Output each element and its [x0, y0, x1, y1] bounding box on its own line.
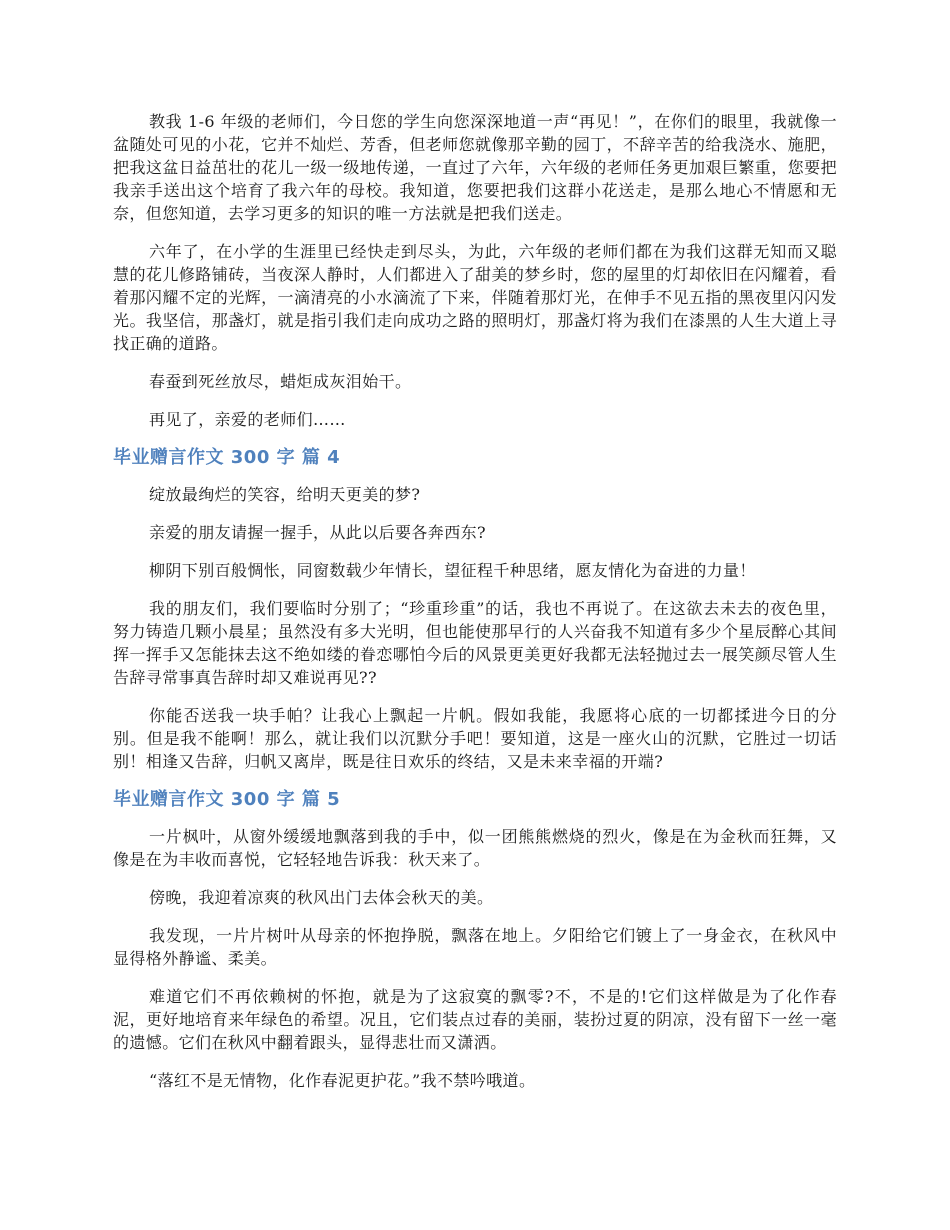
paragraph: 我发现，一片片树叶从母亲的怀抱挣脱，飘落在地上。夕阳给它们镀上了一身金衣，在秋风中显得格外静谧、柔美。: [113, 926, 837, 968]
section-heading: 毕业赠言作文 300 字 篇 5: [113, 789, 341, 810]
paragraph: 教我 1-6 年级的老师们，今日您的学生向您深深地道一声“再见！”，在你们的眼里，我就像一盆随处可见的小花，它并不灿烂、芳香，但老师您就像那辛勤的园丁，不辞辛苦的给我浇水、施肥，把我这盆日益茁壮的花儿一级一级地传递，一直过了六年，六年级的老师任务更加艰巨繁重，您要把我亲手送出这个培育了我六年的母校。我知道，您要把我们这群小花送走，是那么地心不情愿和无奈，但您知道，去学习更多的知识的唯一方法就是把我们送走。: [113, 112, 837, 223]
paragraph: 春蚕到死丝放尽，蜡炬成灰泪始干。: [149, 372, 412, 391]
paragraph: 亲爱的朋友请握一握手，从此以后要各奔西东?: [149, 523, 486, 542]
paragraph: 我的朋友们，我们要临时分别了；“珍重珍重”的话，我也不再说了。在这欲去未去的夜色里，努力铸造几颗小晨星；虽然没有多大光明，但也能使那早行的人兴奋我不知道有多少个星辰醉心其间挥一挥手又怎能抹去这不绝如缕的眷恋哪怕今后的风景更美更好我都无法轻抛过去一展笑颜尽管人生告辞寻常事真告辞时却又难说再见??: [113, 599, 837, 687]
paragraph: 六年了，在小学的生涯里已经快走到尽头，为此，六年级的老师们都在为我们这群无知而又聪慧的花儿修路铺砖，当夜深人静时，人们都进入了甜美的梦乡时，您的屋里的灯却依旧在闪耀着，看着那闪耀不定的光辉，一滴清亮的小水滴流了下来，伴随着那灯光，在伸手不见五指的黑夜里闪闪发光。我坚信，那盏灯，就是指引我们走向成功之路的照明灯，那盏灯将为我们在漆黑的人生大道上寻找正确的道路。: [113, 242, 837, 353]
paragraph: 你能否送我一块手帕？让我心上飘起一片帆。假如我能，我愿将心底的一切都揉进今日的分别。但是我不能啊！那么，就让我们以沉默分手吧！要知道，这是一座火山的沉默，它胜过一切话别！相逢又告辞，归帆又离岸，既是往日欢乐的终结，又是未来幸福的开端?: [113, 706, 837, 771]
paragraph: 难道它们不再依赖树的怀抱，就是为了这寂寞的飘零?不，不是的!它们这样做是为了化作春泥，更好地培育来年绿色的希望。况且，它们装点过春的美丽，装扮过夏的阴凉，没有留下一丝一毫的遗憾。它们在秋风中翻着跟头，显得悲壮而又潇洒。: [113, 987, 837, 1052]
paragraph: “落红不是无情物，化作春泥更护花。”我不禁吟哦道。: [149, 1071, 536, 1090]
section-heading: 毕业赠言作文 300 字 篇 4: [113, 447, 341, 468]
document-page: [113, 110, 837, 1107]
paragraph: 一片枫叶，从窗外缓缓地飘落到我的手中，似一团熊熊燃烧的烈火，像是在为金秋而狂舞，又像是在为丰收而喜悦，它轻轻地告诉我：秋天来了。: [113, 827, 837, 869]
paragraph: 傍晚，我迎着凉爽的秋风出门去体会秋天的美。: [149, 888, 494, 907]
paragraph: 再见了，亲爱的老师们……: [149, 410, 346, 429]
paragraph: 柳阴下别百般惆怅，同窗数载少年情长，望征程千种思绪，愿友情化为奋进的力量！: [149, 561, 756, 580]
paragraph: 绽放最绚烂的笑容，给明天更美的梦?: [149, 485, 421, 504]
